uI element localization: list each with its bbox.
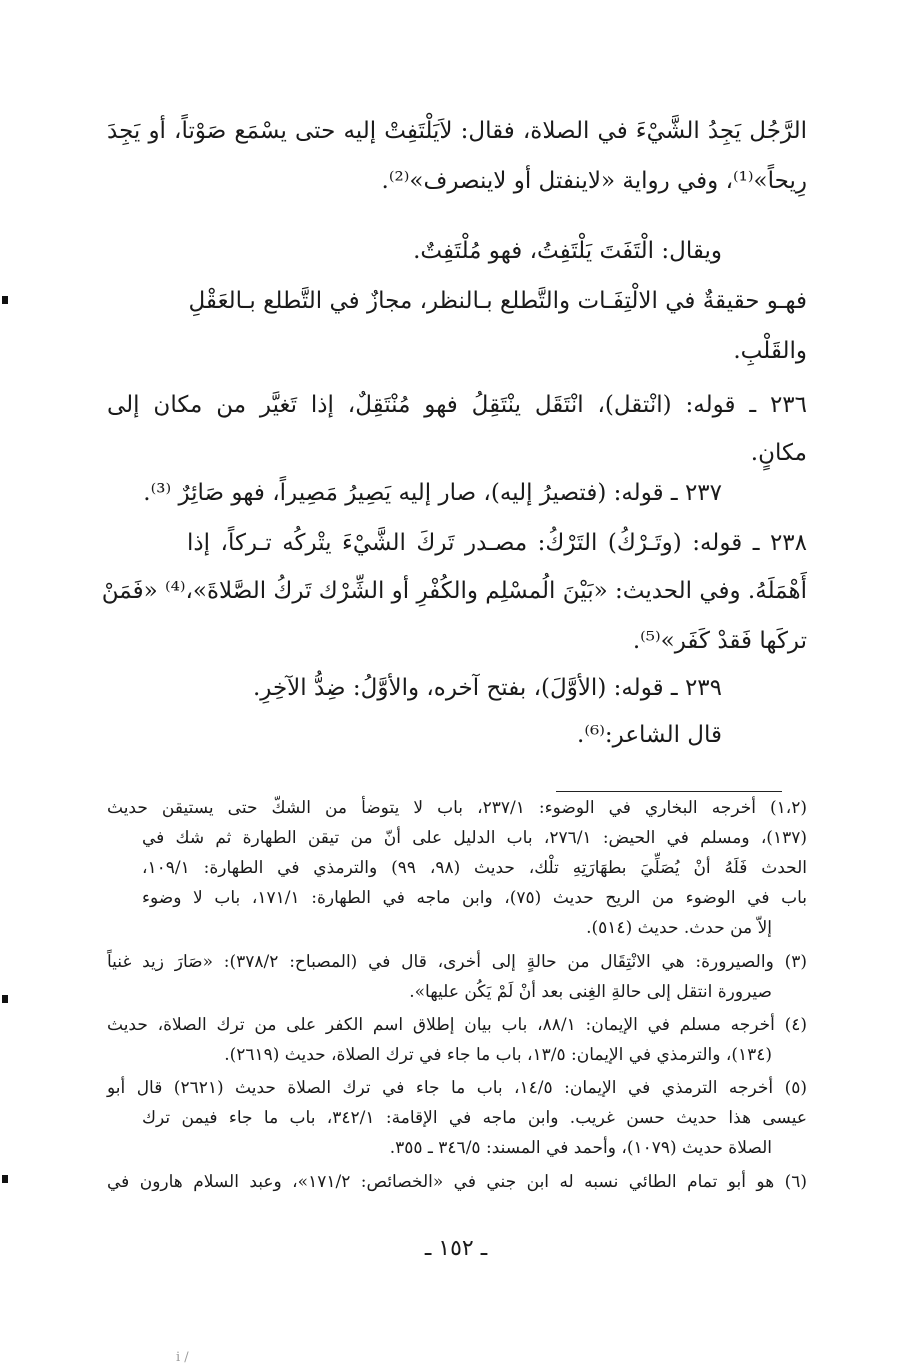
body-line-6: ٢٣٦ ـ قوله: (انْتقل)، انْتَقَل ينْتَقِلُ فهو مُنْتَقِلٌ، إذا تَغيَّر من مكان إلى	[107, 392, 807, 418]
scan-margin-mark	[2, 1175, 8, 1183]
footnote-line-9: (١٣٤)، والترمذي في الإيمان: ١٣/٥، باب ما جاء في ترك الصلاة، حديث (٢٦١٩).	[224, 1045, 772, 1065]
body-line-12: ٢٣٩ ـ قوله: (الأوَّلَ)، بفتح آخره، والأوَّلُ: ضِدُّ الآخِرِ.	[252, 675, 722, 701]
body-line-13: قال الشاعر:⁽⁶⁾.	[577, 722, 722, 748]
body-line-1: الرَّجُل يَجِدُ الشَّيْءَ في الصلاة، فقال: لاَيَلْتَفِتْ إليه حتى يسْمَع صَوْتاً، أو يَجِدَ	[107, 118, 807, 144]
footnote-line-4: باب في الوضوء من الريح حديث (٧٥)، وابن ماجه في الطهارة: ١٧١/١، باب لا وضوء	[142, 888, 808, 908]
body-line-8: ٢٣٧ ـ قوله: (فتصيرُ إليه)، صار إليه يَصِيرُ مَصِيراً، فهو صَائِرٌ ⁽³⁾.	[143, 480, 722, 506]
page-number: ـ ١٥٢ ـ	[424, 1236, 488, 1261]
footnote-line-10: (٥) أخرجه الترمذي في الإيمان: ١٤/٥، باب ما جاء في ترك الصلاة حديث (٢٦٢١) قال أبو	[107, 1078, 807, 1098]
footnote-line-13: (٦) هو أبو تمام الطائي نسبه له ابن جني في «الخصائص: ١٧١/٢»، وعبد السلام هارون في	[107, 1172, 808, 1192]
body-line-10: أَهْمَلَهُ. وفي الحديث: «بَيْنَ الُمسْلِم والكُفْرِ أو الشِّرْك تَركُ الصَّلاةَ»،⁽⁴⁾ «فَمَنْ	[101, 578, 807, 604]
footnote-line-12: الصلاة حديث (١٠٧٩)، وأحمد في المسند: ٣٤٦/٥ ـ ٣٥٥.	[389, 1138, 772, 1158]
body-line-9: ٢٣٨ ـ قوله: (وتَـرْكُ) التَرْكُ: مصـدر تَركَ الشَّيْءَ يتْركُه تـركاً، إذا	[187, 530, 807, 556]
body-line-7: مكانٍ.	[750, 440, 807, 466]
body-line-3: ويقال: الْتَفَتَ يَلْتَفِتُ، فهو مُلْتَفِتٌ.	[413, 238, 722, 264]
body-line-11: تركَها فَقدْ كَفَر»⁽⁵⁾.	[632, 628, 807, 654]
body-line-4: فهـو حقيقةٌ في الالْتِفَـات والتَّطلع بـالنظر، مجازٌ في التَّطلع بـالعَقْلِ	[188, 288, 807, 314]
footnote-line-3: الحدث فَلَهُ أنْ يُصَلِّيَ بطهَارَتِهِ تلْك، حديث (٩٨، ٩٩) والترمذي في الطهارة: ١٠٩/١،	[142, 858, 808, 878]
footnote-line-8: (٤) أخرجه مسلم في الإيمان: ٨٨/١، باب بيان إطلاق اسم الكفر على من ترك الصلاة، حديث	[107, 1015, 807, 1035]
footnote-line-1: (١،٢) أخرجه البخاري في الوضوء: ٢٣٧/١، باب لا يتوضأ من الشكّ حتى يستيقن حديث	[107, 798, 808, 818]
scan-margin-mark	[2, 995, 8, 1003]
footnote-separator	[556, 791, 782, 792]
body-line-2: رِيحاً»⁽¹⁾، وفي رواية «لاينفتل أو لاينصرف»⁽²⁾.	[381, 168, 807, 194]
scan-margin-mark	[2, 296, 8, 304]
footnote-line-2: (١٣٧)، ومسلم في الحيض: ٢٧٦/١، باب الدليل على أنّ من تيقن الطهارة ثم شك في	[142, 828, 807, 848]
footnote-line-7: صيرورة انتقل إلى حالةِ الغِنى بعد أنْ لَمْ يَكُن عليها».	[409, 982, 772, 1002]
footnote-line-5: إلاّ من حدث. حديث (٥١٤).	[586, 918, 772, 938]
scan-smudge: i /	[176, 1350, 189, 1365]
footnote-line-11: عيسى هذا حديث حسن غريب. وابن ماجه في الإقامة: ٣٤٢/١، باب ما جاء فيمن ترك	[142, 1108, 807, 1128]
footnote-line-6: (٣) والصيرورة: هي الانْتِقَال من حالةٍ إلى أخرى، قال في (المصباح: ٣٧٨/٢): «صَارَ زيد غنياً	[107, 952, 807, 972]
body-line-5: والقَلْبِ.	[733, 338, 807, 364]
